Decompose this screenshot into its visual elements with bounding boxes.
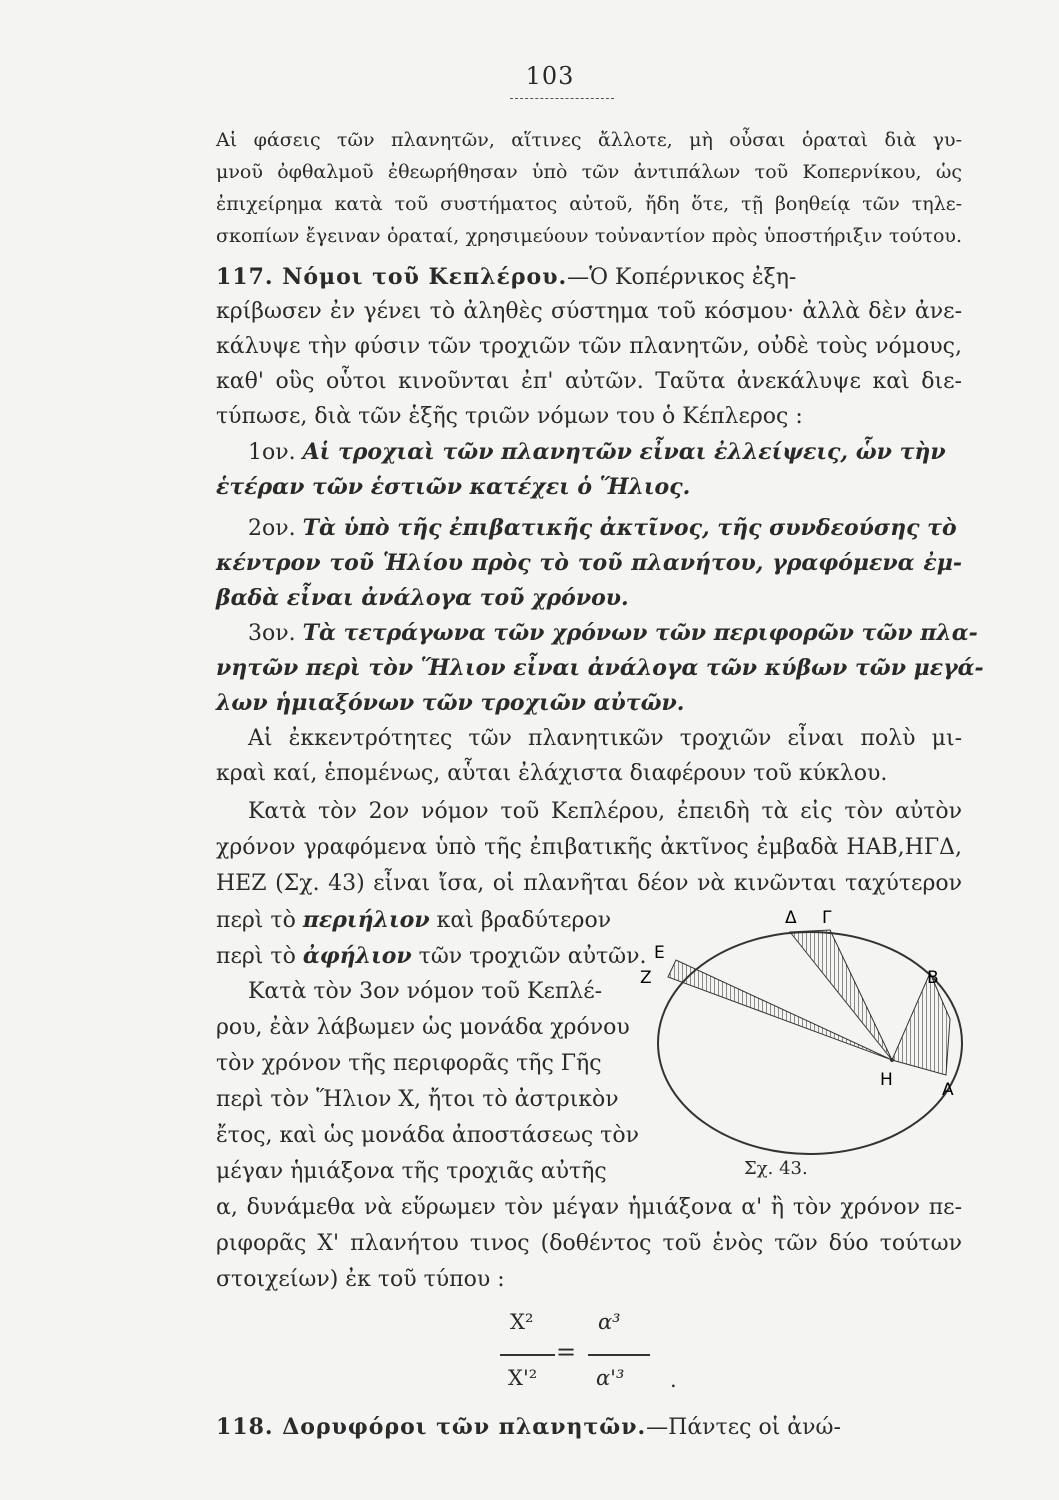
text-run: τῶν τροχιῶν αὐτῶν.	[411, 944, 647, 969]
fraction-bar-left	[500, 1354, 555, 1356]
text-line: καθ' οὓς οὗτοι κινοῦνται ἐπ' αὐτῶν. Ταῦτα ἀνεκάλυψε καὶ διε-	[216, 369, 962, 394]
law-1-text: Αἱ τροχιαὶ τῶν πλανητῶν εἶναι ἐλλείψεις, ὧν τὴν	[302, 439, 946, 465]
text-line: κάλυψε τὴν φύσιν τῶν τροχιῶν τῶν πλανητῶν, οὐδὲ τοὺς νόμους,	[216, 334, 962, 359]
label-zeta: Ζ	[640, 968, 652, 988]
text-line: τύπωσε, διὰ τῶν ἑξῆς τριῶν νόμων του ὁ Κέπλερος :	[216, 404, 803, 429]
section-118-heading: 118. Δορυφόροι τῶν πλανητῶν.	[216, 1414, 647, 1440]
text-line: κραὶ καί, ἑπομένως, αὗται ἐλάχιστα διαφέρουν τοῦ κύκλου.	[216, 761, 888, 786]
formula-den-left: Χ'²	[508, 1366, 538, 1390]
text-line: μέγαν ἡμιάξονα τῆς τροχιᾶς αὐτῆς	[216, 1159, 607, 1184]
figure-caption: Σχ. 43.	[744, 1158, 808, 1179]
formula-dot: .	[670, 1368, 677, 1392]
text-line: ρου, ἐὰν λάβωμεν ὡς μονάδα χρόνου	[216, 1015, 630, 1040]
label-epsilon: Ε	[654, 943, 665, 963]
section-118-text: —Πάντες οἱ ἀνώ-	[646, 1415, 841, 1440]
law-3-line	[248, 618, 978, 649]
text-line: Κατὰ τὸν 3ον νόμον τοῦ Κεπλέ-	[248, 979, 603, 1004]
law-2-number: 2ον.	[248, 516, 296, 541]
law-3-text-cont: νητῶν περὶ τὸν Ἥλιον εἶναι ἀνάλογα τῶν κύβων τῶν μεγά-	[216, 655, 984, 681]
text-run: περὶ τὸ	[216, 908, 303, 933]
text-line: τὸν χρόνον τῆς περιφορᾶς τῆς Γῆς	[216, 1051, 602, 1076]
text-line: ἐπιχείρημα κατὰ τοῦ συστήματος αὐτοῦ, ἤδη ὅτε, τῇ βοηθείᾳ τῶν τηλε-	[216, 193, 962, 215]
orbit-figure	[630, 905, 970, 1195]
page-number: 103	[525, 62, 575, 90]
text-run: καὶ βραδύτερον	[429, 908, 612, 933]
law-1-number: 1ον.	[248, 440, 296, 465]
kepler-formula	[500, 1310, 677, 1400]
section-118-line	[216, 1412, 962, 1443]
formula-den-right: α'³	[596, 1366, 625, 1390]
label-eta: Η	[880, 1070, 893, 1090]
formula-num-right: α³	[598, 1310, 621, 1334]
text-line: α, δυνάμεθα νὰ εὕρωμεν τὸν μέγαν ἡμιάξονα α' ἢ τὸν χρόνον πε-	[216, 1195, 962, 1220]
text-line: σκοπίων ἔγειναν ὁραταί, χρησιμεύουν τοὐναντίον πρὸς ὑποστήριξιν τούτου.	[216, 225, 962, 247]
section-117-first-line	[216, 262, 962, 293]
formula-equals: =	[556, 1338, 577, 1366]
label-beta: Β	[927, 968, 939, 988]
formula-num-left: Χ²	[510, 1310, 534, 1334]
text-line: ΗΕΖ (Σχ. 43) εἶναι ἴσα, οἱ πλανῆται δέον νὰ κινῶνται ταχύτερον	[216, 871, 962, 896]
label-alpha: Α	[942, 1080, 954, 1100]
text-line: στοιχείων) ἐκ τοῦ τύπου :	[216, 1267, 505, 1292]
law-1-text-cont: ἑτέραν τῶν ἑστιῶν κατέχει ὁ Ἥλιος.	[216, 474, 691, 500]
sun-focus	[890, 1058, 894, 1062]
section-117-text: —Ὁ Κοπέρνικος ἐξη-	[567, 265, 797, 290]
text-line: ριφορᾶς Χ' πλανήτου τινος (δοθέντος τοῦ ἑνὸς τῶν δύο τούτων	[216, 1231, 962, 1256]
label-delta: Δ	[785, 908, 797, 928]
text-line: χρόνον γραφόμενα ὑπὸ τῆς ἐπιβατικῆς ἀκτῖνος ἐμβαδὰ ΗΑΒ,ΗΓΔ,	[216, 835, 962, 860]
law-3-text-cont: λων ἡμιαξόνων τῶν τροχιῶν αὐτῶν.	[216, 690, 685, 716]
law-2-text-cont: κέντρον τοῦ Ἡλίου πρὸς τὸ τοῦ πλανήτου, γραφόμενα ἐμ-	[216, 550, 962, 576]
law-3-number: 3ον.	[248, 621, 296, 646]
fraction-bar-right	[588, 1354, 650, 1356]
section-117-heading: 117. Νόμοι τοῦ Κεπλέρου.	[216, 264, 568, 290]
text-line: μνοῦ ὀφθαλμοῦ ἐθεωρήθησαν ὑπὸ τῶν ἀντιπάλων τοῦ Κοπερνίκου, ὡς	[216, 161, 962, 183]
text-run: περὶ τὸ	[216, 944, 303, 969]
law-2-text: Τὰ ὑπὸ τῆς ἐπιβατικῆς ἀκτῖνος, τῆς συνδεούσης τὸ	[302, 515, 957, 541]
text-line: Κατὰ τὸν 2ον νόμον τοῦ Κεπλέρου, ἐπειδὴ τὰ εἰς τὸν αὐτὸν	[248, 799, 962, 824]
label-gamma: Γ	[822, 908, 832, 928]
law-2-text-cont: βαδὰ εἶναι ἀνάλογα τοῦ χρόνου.	[216, 585, 629, 611]
law-3-text: Τὰ τετράγωνα τῶν χρόνων τῶν περιφορῶν τῶν πλα-	[302, 620, 978, 646]
text-line: κρίβωσεν ἐν γένει τὸ ἀληθὲς σύστημα τοῦ κόσμου· ἀλλὰ δὲν ἀνε-	[216, 299, 962, 324]
header-rule	[510, 98, 614, 99]
text-line: ἔτος, καὶ ὡς μονάδα ἀποστάσεως τὸν	[216, 1123, 639, 1148]
text-line: Αἱ ἐκκεντρότητες τῶν πλανητικῶν τροχιῶν εἶναι πολὺ μι-	[248, 726, 962, 751]
perihelion-term: περιήλιον	[302, 907, 430, 933]
law-1-line	[248, 437, 962, 468]
law-2-line	[248, 513, 962, 544]
text-line: Αἱ φάσεις τῶν πλανητῶν, αἵτινες ἄλλοτε, μὴ οὖσαι ὁραταὶ διὰ γυ-	[216, 129, 962, 151]
aphelion-term: ἀφήλιον	[302, 943, 412, 969]
text-line: περὶ τὸν Ἥλιον Χ, ἤτοι τὸ ἀστρικὸν	[216, 1087, 619, 1112]
